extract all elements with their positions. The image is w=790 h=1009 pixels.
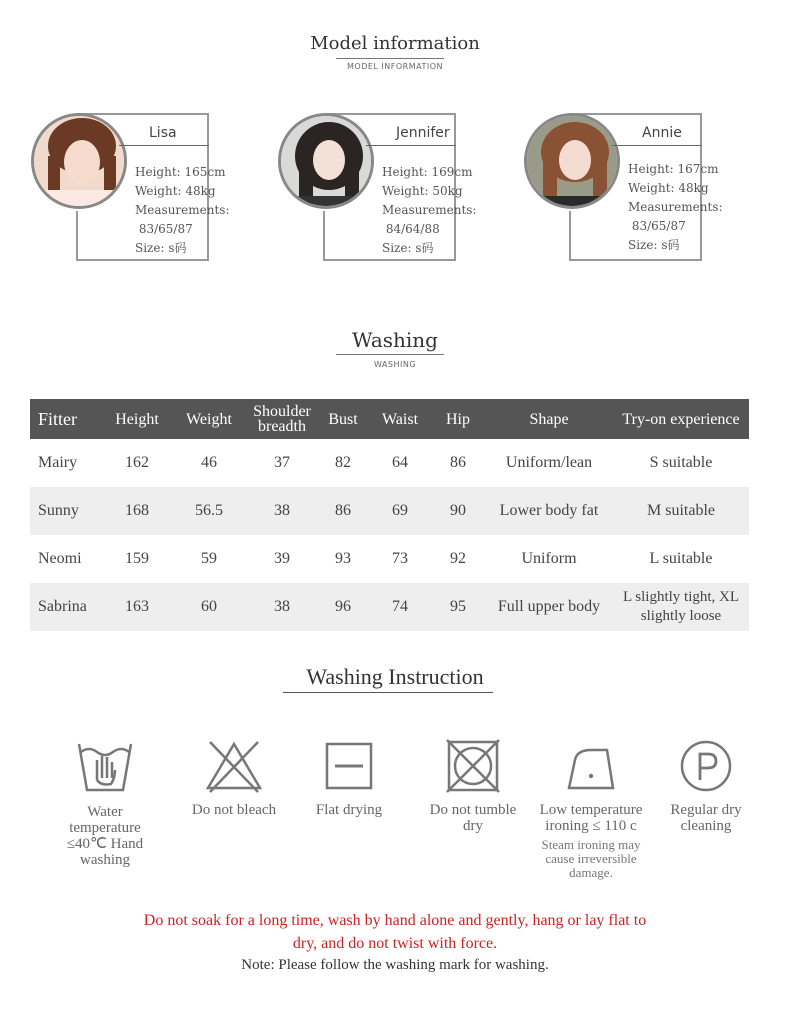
care-label: Regular dry cleaning bbox=[670, 802, 742, 834]
cell-hip: 95 bbox=[431, 583, 485, 631]
title-underline bbox=[283, 692, 493, 693]
model-card-lisa bbox=[31, 113, 230, 261]
model-stats bbox=[628, 160, 723, 255]
card-frame-edge bbox=[323, 211, 325, 261]
washing-section-subtitle: WASHING bbox=[373, 360, 417, 369]
care-item-no-tumble-dry bbox=[428, 738, 518, 834]
hand-wash-icon bbox=[75, 738, 135, 796]
cell-try-on: L suitable bbox=[649, 550, 713, 567]
header-height: Height bbox=[103, 399, 171, 439]
instruction-section-title: Washing Instruction bbox=[306, 664, 484, 689]
model-name: Annie bbox=[642, 125, 682, 141]
header-shape: Shape bbox=[485, 399, 613, 439]
table-header-row bbox=[30, 399, 749, 439]
model-section-title: Model information bbox=[310, 33, 480, 54]
cell-shape: Lower body fat bbox=[485, 487, 613, 535]
care-label: Do not tumble dry bbox=[429, 802, 517, 834]
cell-hip: 92 bbox=[450, 550, 466, 567]
instruction-section-header bbox=[0, 664, 790, 690]
table-row bbox=[30, 583, 749, 631]
model-weight: Weight: 48kg bbox=[135, 184, 216, 198]
model-name: Lisa bbox=[149, 125, 177, 141]
cell-waist: 64 bbox=[392, 454, 408, 471]
card-frame-edge bbox=[569, 211, 571, 261]
header-shoulder: Shoulder breadth bbox=[247, 399, 317, 439]
table-row bbox=[30, 535, 749, 583]
cell-hip: 86 bbox=[450, 454, 466, 471]
cell-shoulder: 38 bbox=[247, 583, 317, 631]
model-name: Jennifer bbox=[396, 125, 450, 141]
washing-section-subtitle-wrap bbox=[0, 360, 790, 369]
no-tumble-dry-icon bbox=[443, 738, 503, 794]
model-measurements-label: Measurements: bbox=[628, 200, 723, 214]
cell-shoulder: 38 bbox=[247, 487, 317, 535]
cell-bust: 93 bbox=[335, 550, 351, 567]
cell-fitter: Sunny bbox=[30, 487, 103, 535]
cell-waist: 73 bbox=[392, 550, 408, 567]
low-iron-icon bbox=[561, 738, 621, 794]
flat-dry-icon bbox=[319, 738, 379, 794]
avatar bbox=[31, 113, 127, 209]
care-note: Steam ironing may cause irreversible damage. bbox=[541, 837, 641, 880]
avatar bbox=[278, 113, 374, 209]
model-weight: Weight: 48kg bbox=[628, 181, 709, 195]
cell-shape: Uniform/lean bbox=[505, 454, 593, 471]
model-card-annie bbox=[524, 113, 723, 261]
cell-hip: 90 bbox=[431, 487, 485, 535]
cell-height: 162 bbox=[125, 454, 149, 471]
name-underline bbox=[366, 145, 456, 146]
cell-weight: 60 bbox=[171, 583, 247, 631]
cell-bust: 96 bbox=[317, 583, 369, 631]
cell-waist: 74 bbox=[369, 583, 431, 631]
care-label: Flat drying bbox=[315, 802, 383, 818]
no-bleach-icon bbox=[204, 738, 264, 794]
table-row bbox=[30, 439, 749, 487]
cell-try-on: M suitable bbox=[613, 487, 749, 535]
care-item-dry-clean bbox=[660, 738, 752, 834]
table-row bbox=[30, 487, 749, 535]
model-section-subtitle-wrap bbox=[0, 62, 790, 71]
model-measurements-label: Measurements: bbox=[135, 203, 230, 217]
care-label: Water temperature ≤40℃ Hand washing bbox=[66, 804, 144, 868]
dry-clean-icon bbox=[676, 738, 736, 794]
model-height: Height: 167cm bbox=[628, 162, 719, 176]
cell-height: 168 bbox=[103, 487, 171, 535]
washing-section-header bbox=[0, 328, 790, 352]
cell-weight: 59 bbox=[201, 550, 217, 567]
model-size: Size: s码 bbox=[628, 238, 680, 252]
cell-shape: Uniform bbox=[521, 550, 577, 567]
cell-weight: 46 bbox=[201, 454, 217, 471]
cell-waist: 69 bbox=[369, 487, 431, 535]
model-size: Size: s码 bbox=[135, 241, 187, 255]
cell-fitter: Sabrina bbox=[30, 583, 103, 631]
care-item-low-iron bbox=[526, 738, 656, 880]
model-measurements: 83/65/87 bbox=[138, 222, 193, 236]
name-underline bbox=[119, 145, 209, 146]
title-underline bbox=[336, 354, 444, 355]
header-try-on: Try-on experience bbox=[613, 399, 749, 439]
model-section-subtitle: MODEL INFORMATION bbox=[347, 62, 443, 71]
care-item-no-bleach bbox=[180, 738, 288, 818]
cell-bust: 82 bbox=[335, 454, 351, 471]
care-label: Do not bleach bbox=[191, 802, 277, 818]
model-stats bbox=[382, 163, 477, 258]
cell-try-on: S suitable bbox=[649, 454, 713, 471]
washing-note: Note: Please follow the washing mark for washing. bbox=[241, 957, 549, 973]
cell-fitter: Mairy bbox=[38, 454, 78, 471]
title-underline bbox=[336, 58, 444, 59]
model-measurements: 84/64/88 bbox=[385, 222, 440, 236]
model-stats bbox=[135, 163, 230, 258]
fit-table bbox=[30, 399, 749, 631]
cell-bust: 86 bbox=[317, 487, 369, 535]
header-hip: Hip bbox=[431, 399, 485, 439]
card-frame-edge bbox=[76, 211, 78, 261]
washing-warning: Do not soak for a long time, wash by hand alone and gently, hang or lay flat to dry, and do not twist with force. bbox=[143, 912, 647, 952]
model-measurements-label: Measurements: bbox=[382, 203, 477, 217]
model-weight: Weight: 50kg bbox=[382, 184, 463, 198]
model-height: Height: 169cm bbox=[382, 165, 473, 179]
model-size: Size: s码 bbox=[382, 241, 434, 255]
avatar bbox=[524, 113, 620, 209]
cell-shape: Full upper body bbox=[485, 583, 613, 631]
model-measurements: 83/65/87 bbox=[631, 219, 686, 233]
header-bust: Bust bbox=[317, 399, 369, 439]
care-item-flat-dry bbox=[303, 738, 395, 818]
model-card-jennifer bbox=[278, 113, 477, 261]
cell-fitter: Neomi bbox=[38, 550, 82, 567]
cell-try-on: L slightly tight, XL slightly loose bbox=[613, 583, 749, 631]
cell-weight: 56.5 bbox=[171, 487, 247, 535]
model-height: Height: 165cm bbox=[135, 165, 226, 179]
name-underline bbox=[612, 145, 702, 146]
cell-shoulder: 39 bbox=[274, 550, 290, 567]
cell-height: 163 bbox=[103, 583, 171, 631]
cell-shoulder: 37 bbox=[274, 454, 290, 471]
header-weight: Weight bbox=[171, 399, 247, 439]
header-fitter: Fitter bbox=[30, 399, 103, 439]
header-waist: Waist bbox=[369, 399, 431, 439]
washing-section-title: Washing bbox=[352, 328, 438, 352]
care-label: Low temperature ironing ≤ 110 c bbox=[539, 802, 643, 834]
cell-height: 159 bbox=[125, 550, 149, 567]
care-item-hand-wash bbox=[52, 738, 158, 868]
model-section-header bbox=[0, 33, 790, 54]
